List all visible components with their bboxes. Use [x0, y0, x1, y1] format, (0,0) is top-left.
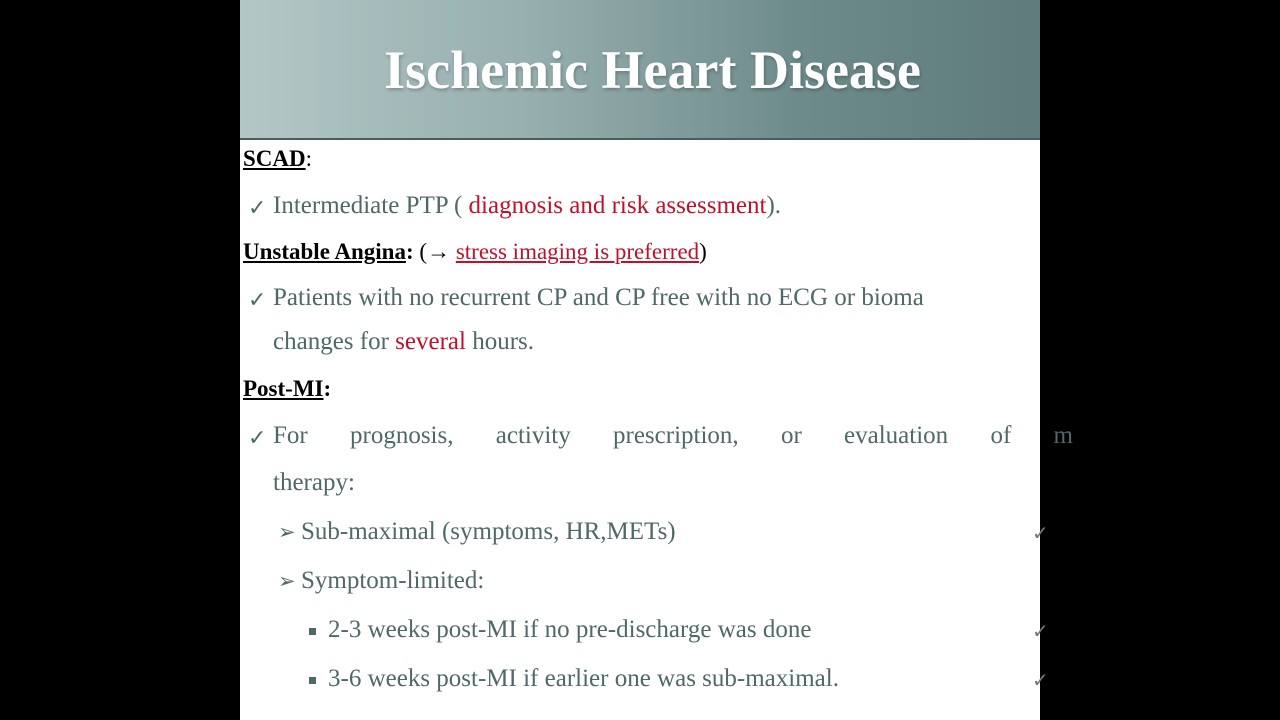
- unstable-angina-bullet-line2: changes for several hours.: [273, 328, 535, 355]
- scad-heading: SCAD:: [243, 146, 313, 171]
- symptom-limited-detail-1: 2-3 weeks post-MI if no pre-discharge was done: [328, 616, 812, 643]
- cut-off-check-icon: ✓: [1032, 523, 1049, 545]
- arrowhead-bullet-icon: ➢: [278, 520, 296, 544]
- scad-bullet: Intermediate PTP ( diagnosis and risk assessment).: [273, 192, 782, 219]
- right-arrow-icon: →: [427, 239, 451, 264]
- post-mi-bullet-line1: For prognosis, activity prescription, or evaluation of m: [273, 422, 1073, 449]
- symptom-limited-item: Symptom-limited:: [301, 567, 485, 594]
- unstable-angina-note: stress imaging is preferred: [455, 239, 700, 264]
- checkmark-icon: ✓: [248, 425, 267, 450]
- checkmark-icon: ✓: [248, 287, 267, 312]
- checkmark-icon: ✓: [248, 195, 267, 220]
- post-mi-bullet-line2: therapy:: [273, 469, 355, 496]
- scad-heading-label: SCAD: [243, 146, 306, 171]
- square-bullet-icon: [309, 628, 316, 635]
- unstable-angina-heading: Unstable Angina: (→ stress imaging is preferred): [243, 239, 707, 264]
- sub-maximal-item: Sub-maximal (symptoms, HR,METs): [301, 518, 676, 545]
- post-mi-heading: Post-MI:: [243, 376, 332, 401]
- unstable-angina-bullet-line1: Patients with no recurrent CP and CP free with no ECG or bioma: [273, 284, 924, 311]
- cut-off-check-icon: ✓: [1032, 670, 1049, 692]
- symptom-limited-detail-2: 3-6 weeks post-MI if earlier one was sub-maximal.: [328, 665, 839, 692]
- slide: [240, 0, 1073, 720]
- square-bullet-icon: [309, 677, 316, 684]
- arrowhead-bullet-icon: ➢: [278, 569, 296, 593]
- cut-off-check-icon: ✓: [1032, 621, 1049, 643]
- slide-title: Ischemic Heart Disease: [384, 40, 921, 100]
